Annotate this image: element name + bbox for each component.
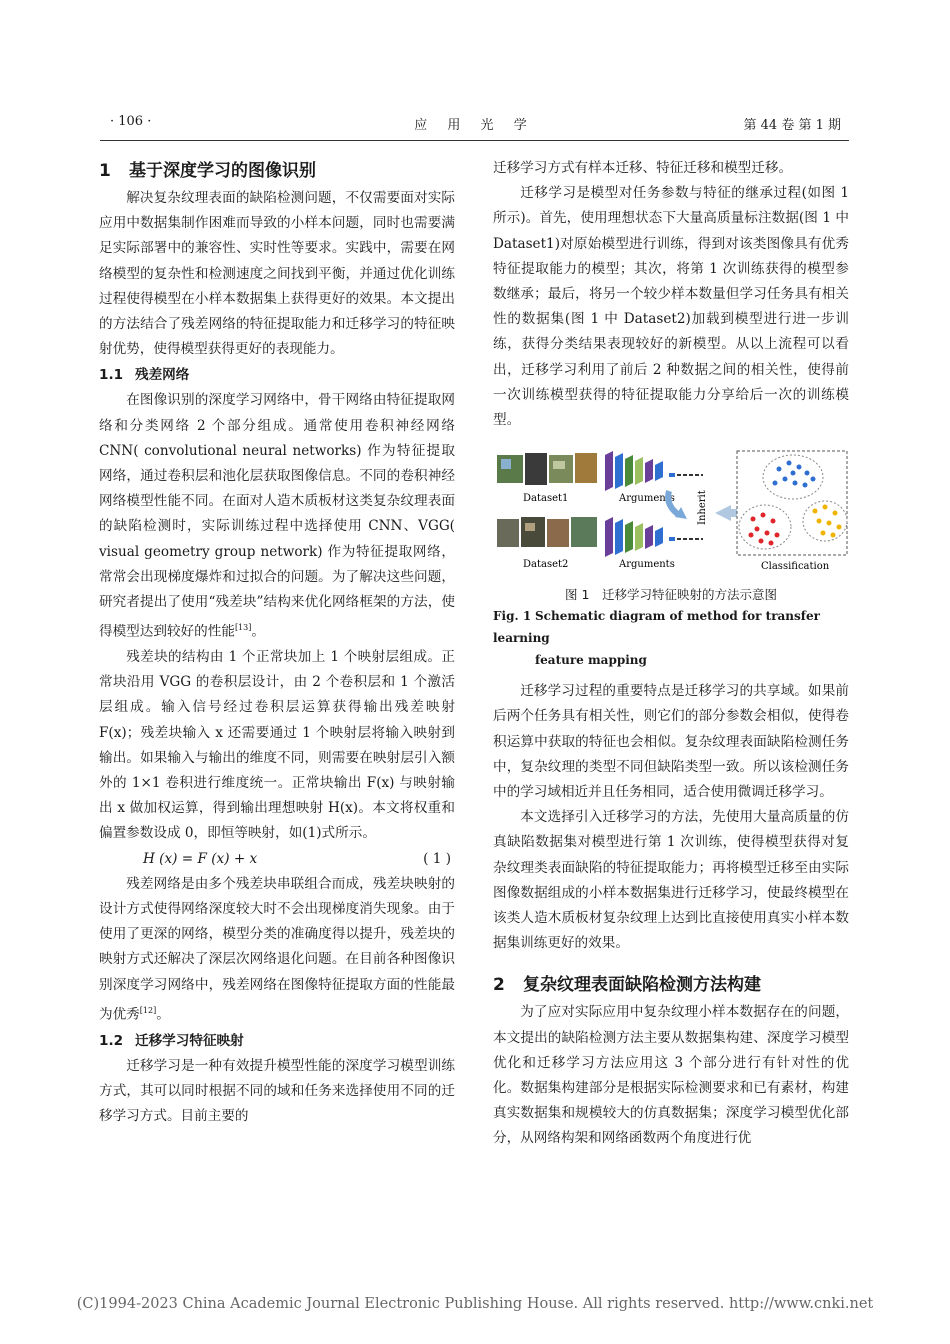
section-title: 基于深度学习的图像识别: [129, 161, 316, 181]
subsection-title: 残差网络: [135, 367, 190, 384]
figure-1: [493, 449, 849, 579]
paragraph-text: 在图像识别的深度学习网络中，骨干网络由特征提取网络和分类网络 2 个部分组成。通常使用卷积神经网络 CNN( convolutional neural networks) 作为特征提取网络，通过卷积层和池化层获取图像信息。不同的卷积神经网络模型性能不同。在面对人造木质板材这类复杂纹理表面的缺陷检测时，实际训练过程中选择使用 CNN、VGG( visual geometry group network) 作为特征提取网络，常常会出现梯度爆炸和过拟合的问题。为了解决这些问题，研究者提出了使用“残差块”结构来优化网络框架的方法，使得模型达到较好的性能: [99, 392, 455, 640]
figure-caption-cn: 图 1 迁移学习特征映射的方法示意图: [565, 587, 777, 603]
network-1: [605, 451, 703, 491]
journal-title: 应 用 光 学: [414, 118, 535, 133]
equation-1: [99, 847, 455, 872]
header-divider: [100, 140, 849, 141]
paragraph: 迁移学习过程的重要特点是迁移学习的共享域。如果前后两个任务具有相关性，则它们的部分参数会相似，使得卷积运算中获取的特征也会相似。复杂纹理表面缺陷检测任务中，复杂纹理的类型不同但缺陷类型一致。所以该检测任务中的学习域相近并且任务相同，适合使用微调迁移学习。: [493, 683, 849, 801]
arguments-1-label: Arguments: [619, 493, 675, 505]
subsection-number: 1.1: [99, 367, 124, 384]
section-1-heading: [99, 156, 455, 186]
copyright-footer: (C)1994-2023 China Academic Journal Electronic Publishing House. All rights reserved. http://www.cnki.net: [76, 1296, 874, 1312]
section-title: 复杂纹理表面缺陷检测方法构建: [523, 975, 761, 996]
cluster-red-outline: [739, 505, 791, 549]
subsection-1-1-heading: [99, 362, 455, 388]
equation-body: H (x) = F (x) + x: [143, 850, 258, 867]
figure-caption-en: [493, 605, 849, 671]
paragraph: 残差块的结构由 1 个正常块加上 1 个映射层组成。正常块沿用 VGG 的卷积层设计，由 2 个卷积层和 1 个激活层组成。输入信号经过卷积层运算获得输出残差映射 F(x)；残差块输入 x 还需要通过 1 个映射层将输入映射到输出。如果输入与输出的维度不同，则需要在映射层引入额外的 1×1 卷积进行维度统一。正常块输出 F(x) 与映射输出 x 做加权运算，得到输出理想映射 H(x)。本文将权重和偏置参数设成 0，即恒等映射，如(1)式所示。: [99, 648, 455, 842]
paragraph-end: 。: [251, 623, 265, 640]
arguments-2-label: Arguments: [619, 559, 675, 571]
paragraph-text: 残差网络是由多个残差块串联组合而成，残差块映射的设计方式使得网络深度较大时不会出现梯度消失现象。由于使用了更深的网络，模型分类的准确度得以提升，残差块的映射方式还解决了深层次网络退化问题。在目前各种图像识别深度学习网络中，残差网络在图像特征提取方面的性能最为优秀: [99, 875, 455, 1023]
subsection-1-2-heading: [99, 1028, 455, 1054]
paragraph: [99, 872, 455, 1028]
left-column: [99, 156, 455, 1129]
dataset2-images: [497, 517, 597, 547]
paragraph: 迁移学习方式有样本迁移、特征迁移和模型迁移。: [493, 160, 793, 176]
page-header: [100, 112, 849, 136]
citation: [13]: [234, 623, 252, 633]
paragraph: 解决复杂纹理表面的缺陷检测问题，不仅需要面对实际应用中数据集制作困难而导致的小样本问题，同时也需要满足实际部署中的兼容性、实时性等要求。实践中，需要在网络模型的复杂性和检测速度之间找到平衡，并通过优化训练过程使得模型在小样本数据集上获得更好的效果。本文提出的方法结合了残差网络的特征提取能力和迁移学习的特征映射优势，使得模型获得更好的表现能力。: [99, 190, 455, 358]
cluster-red-points: [749, 513, 780, 546]
citation: [12]: [139, 1005, 157, 1015]
classification-box: [737, 451, 847, 555]
paragraph-end: 。: [156, 1006, 170, 1023]
right-column: [493, 156, 849, 1152]
subsection-title: 迁移学习特征映射: [135, 1032, 244, 1049]
inherit-arrow: [668, 491, 687, 519]
equation-number: ( 1 ): [423, 850, 451, 867]
figure-label-en: Fig. 1: [493, 609, 532, 624]
network-2: [605, 517, 703, 557]
section-2-heading: [493, 970, 849, 1000]
caption-en-line2: feature mapping: [535, 653, 647, 668]
dataset1-images: [497, 453, 597, 485]
dataset1-label: Dataset1: [523, 493, 569, 505]
classification-arrow-icon: [715, 505, 737, 521]
caption-en-line1: Schematic diagram of method for transfer learning: [493, 609, 820, 646]
paragraph: 本文选择引入迁移学习的方法，先使用大量高质量的仿真缺陷数据集对模型进行第 1 次训练，使得模型获得对复杂纹理类表面缺陷的特征提取能力；再将模型迁移至由实际图像数据组成的小样本数据集进行迁移学习，使最终模型在该类人造木质板材复杂纹理上达到比直接使用真实小样本数据集训练更好的效果。: [493, 809, 849, 952]
paragraph: 迁移学习是模型对任务参数与特征的继承过程(如图 1 所示)。首先，使用理想状态下大量高质量标注数据(图 1 中 Dataset1)对原始模型进行训练，得到对该类图像具有优秀特征提取能力的模型；其次，将第 1 次训练获得的模型参数继承；最后，将另一个较少样本数量但学习任务具有相关性的数据集(图 1 中 Dataset2)加载到模型进行进一步训练，获得分类结果表现较好的新模型。从以上流程可以看出，迁移学习利用了前后 2 种数据之间的相关性，使得前一次训练模型获得的特征提取能力分享给后一次的训练模型。: [493, 185, 849, 429]
inherit-label: Inherit: [697, 490, 708, 526]
paragraph: 迁移学习是一种有效提升模型性能的深度学习模型训练方式，其可以同时根据不同的域和任务来选择使用不同的迁移学习方式。目前主要的: [99, 1057, 455, 1124]
dataset2-label: Dataset2: [523, 559, 569, 571]
section-number: 1: [99, 161, 111, 181]
classification-label: Classification: [761, 561, 830, 573]
page-number: · 106 ·: [110, 114, 152, 129]
cluster-blue-points: [773, 461, 816, 488]
transfer-learning-diagram: [493, 449, 849, 579]
issue-label: 第 44 卷 第 1 期: [743, 118, 841, 133]
section-number: 2: [493, 975, 505, 996]
paragraph: [99, 388, 455, 645]
cluster-yellow-points: [813, 505, 842, 538]
subsection-number: 1.2: [99, 1032, 124, 1049]
paragraph: 为了应对实际应用中复杂纹理小样本数据存在的问题，本文提出的缺陷检测方法主要从数据集构建、深度学习模型优化和迁移学习方法应用这 3 个部分进行有针对性的优化。数据集构建部分是根据实际检测要求和已有素材，构建真实数据集和规模较大的仿真数据集；深度学习模型优化部分，从网络构架和网络函数两个角度进行优: [493, 1004, 849, 1147]
